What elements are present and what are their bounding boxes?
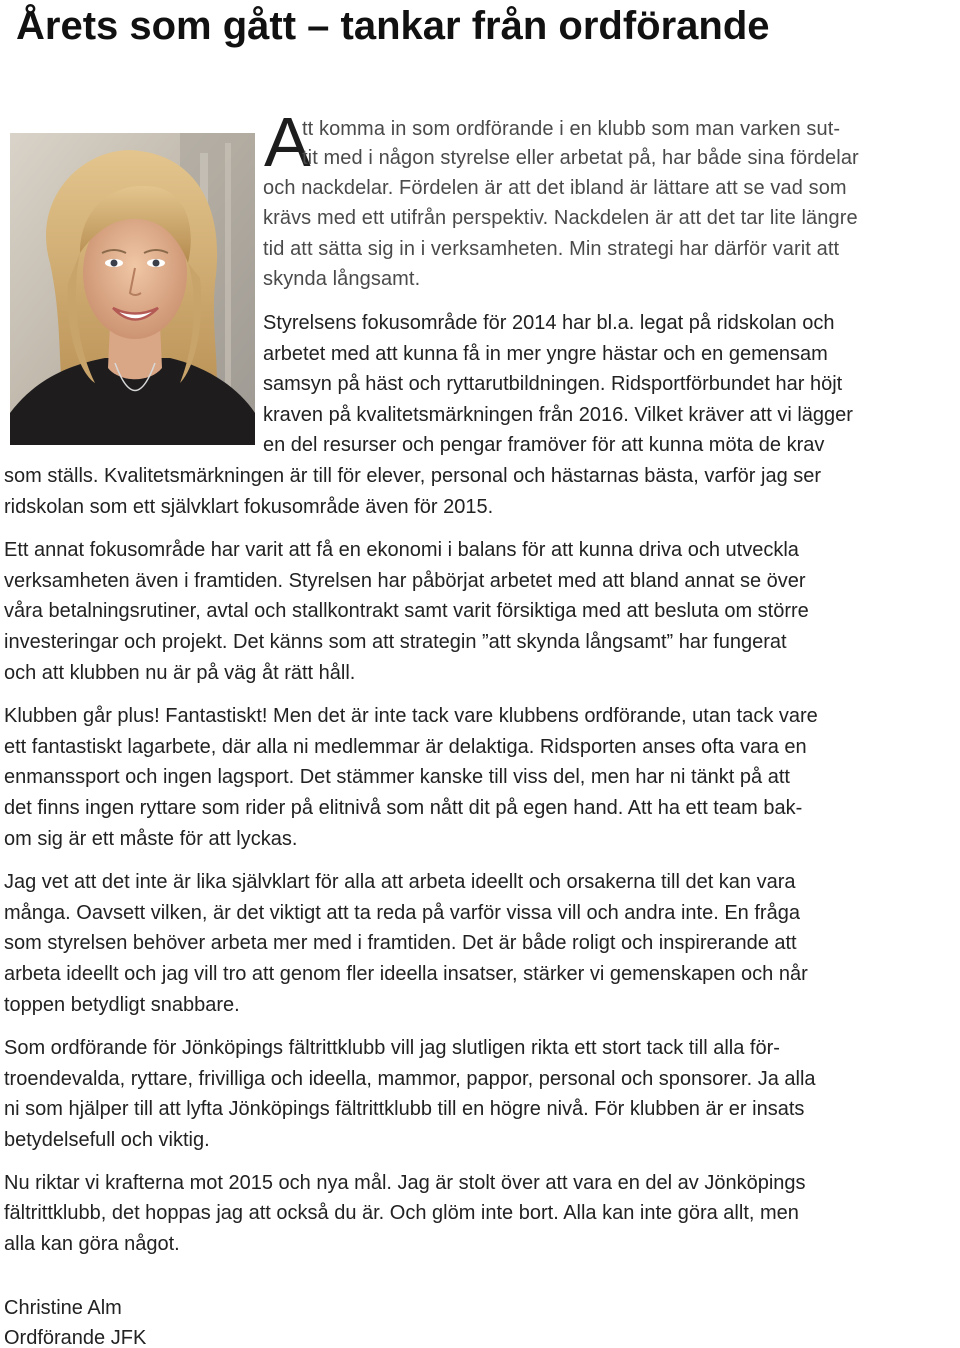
closing-line: Nu riktar vi krafterna mot 2015 och nya mål. Jag är stolt över att vara en del av Jönköpings: [4, 1172, 806, 1194]
intro-line: krävs med ett utifrån perspektiv. Nackdelen är att det tar lite längre: [263, 207, 858, 229]
intro-line: tid att sätta sig in i verksamheten. Min strategi har därför varit att: [263, 238, 840, 260]
thanks-line: Som ordförande för Jönköpings fältrittklubb vill jag slutligen rikta ett stort tack till alla för-: [4, 1037, 780, 1059]
thanks-line: troendevalda, ryttare, frivilliga och ideella, mammor, pappor, personal och sponsorer. Ja alla: [4, 1068, 816, 1090]
plus-line: om sig är ett måste för att lyckas.: [4, 828, 298, 850]
thanks-line: ni som hjälper till att lyfta Jönköpings fältrittklubb till en högre nivå. För klubben är er insats: [4, 1098, 805, 1120]
portrait-photo-icon: [10, 133, 255, 445]
focus-line: samsyn på häst och ryttarutbildningen. Ridsportförbundet har höjt: [263, 373, 843, 395]
intro-line: skynda långsamt.: [263, 268, 421, 290]
economy-line: verksamheten även i framtiden. Styrelsen har påbörjat arbetet med att bland annat se över: [4, 570, 806, 592]
volunteer-line: arbeta ideellt och jag vill tro att genom fler ideella insatser, stärker vi gemenskapen och når: [4, 963, 808, 985]
intro-line: och nackdelar. Fördelen är att det ibland är lättare att se vad som: [263, 177, 847, 199]
plus-line: enmanssport och ingen lagsport. Det stämmer kanske till viss del, men har ni tänkt på att: [4, 766, 790, 788]
thanks-line: betydelsefull och viktig.: [4, 1129, 210, 1151]
intro-line: tit med i någon styrelse eller arbetat på, har både sina fördelar: [302, 147, 859, 169]
economy-line: Ett annat fokusområde har varit att få en ekonomi i balans för att kunna driva och utveckla: [4, 539, 799, 561]
economy-line: investeringar och projekt. Det känns som att strategin ”att skynda långsamt” har fungerat: [4, 631, 787, 653]
volunteer-line: Jag vet att det inte är lika självklart för alla att arbeta ideellt och orsakerna till det kan vara: [4, 871, 796, 893]
portrait-photo: [10, 133, 255, 445]
page-title: Årets som gått – tankar från ordförande: [16, 4, 770, 48]
focus-line: en del resurser och pengar framöver för att kunna möta de krav: [263, 434, 825, 456]
focus-line: Styrelsens fokusområde för 2014 har bl.a. legat på ridskolan och: [263, 312, 835, 334]
signature-role: Ordförande JFK: [4, 1327, 147, 1348]
economy-line: och att klubben nu är på väg åt rätt håll.: [4, 662, 356, 684]
focus-line: ridskolan som ett självklart fokusområde även för 2015.: [4, 496, 494, 518]
drop-cap: A: [264, 103, 311, 181]
closing-line: alla kan göra något.: [4, 1233, 180, 1255]
intro-line: tt komma in som ordförande i en klubb som man varken sut-: [302, 118, 841, 140]
signature-name: Christine Alm: [4, 1297, 122, 1319]
volunteer-line: toppen betydligt snabbare.: [4, 994, 240, 1016]
focus-line: arbetet med att kunna få in mer yngre hästar och en gemensam: [263, 343, 828, 365]
plus-line: Klubben går plus! Fantastiskt! Men det är inte tack vare klubbens ordförande, utan tack vare: [4, 705, 818, 727]
focus-line: kraven på kvalitetsmärkningen från 2016. Vilket kräver att vi lägger: [263, 404, 853, 426]
focus-line: som ställs. Kvalitetsmärkningen är till för elever, personal och hästarnas bästa, varför jag ser: [4, 465, 822, 487]
volunteer-line: många. Oavsett vilken, är det viktigt att ta reda på varför vissa vill och andra inte. En fråga: [4, 902, 800, 924]
economy-line: våra betalningsrutiner, avtal och stallkontrakt samt varit försiktiga med att besluta om större: [4, 600, 809, 622]
closing-line: fältrittklubb, det hoppas jag att också du är. Och glöm inte bort. Alla kan inte göra allt, men: [4, 1202, 799, 1224]
plus-line: ett fantastiskt lagarbete, där alla ni medlemmar är delaktiga. Ridsporten anses ofta vara en: [4, 736, 807, 758]
plus-line: det finns ingen ryttare som rider på elitnivå som nått dit på egen hand. Att ha ett team bak-: [4, 797, 803, 819]
volunteer-line: som styrelsen behöver arbeta mer med i framtiden. Det är både roligt och inspirerande att: [4, 932, 797, 954]
